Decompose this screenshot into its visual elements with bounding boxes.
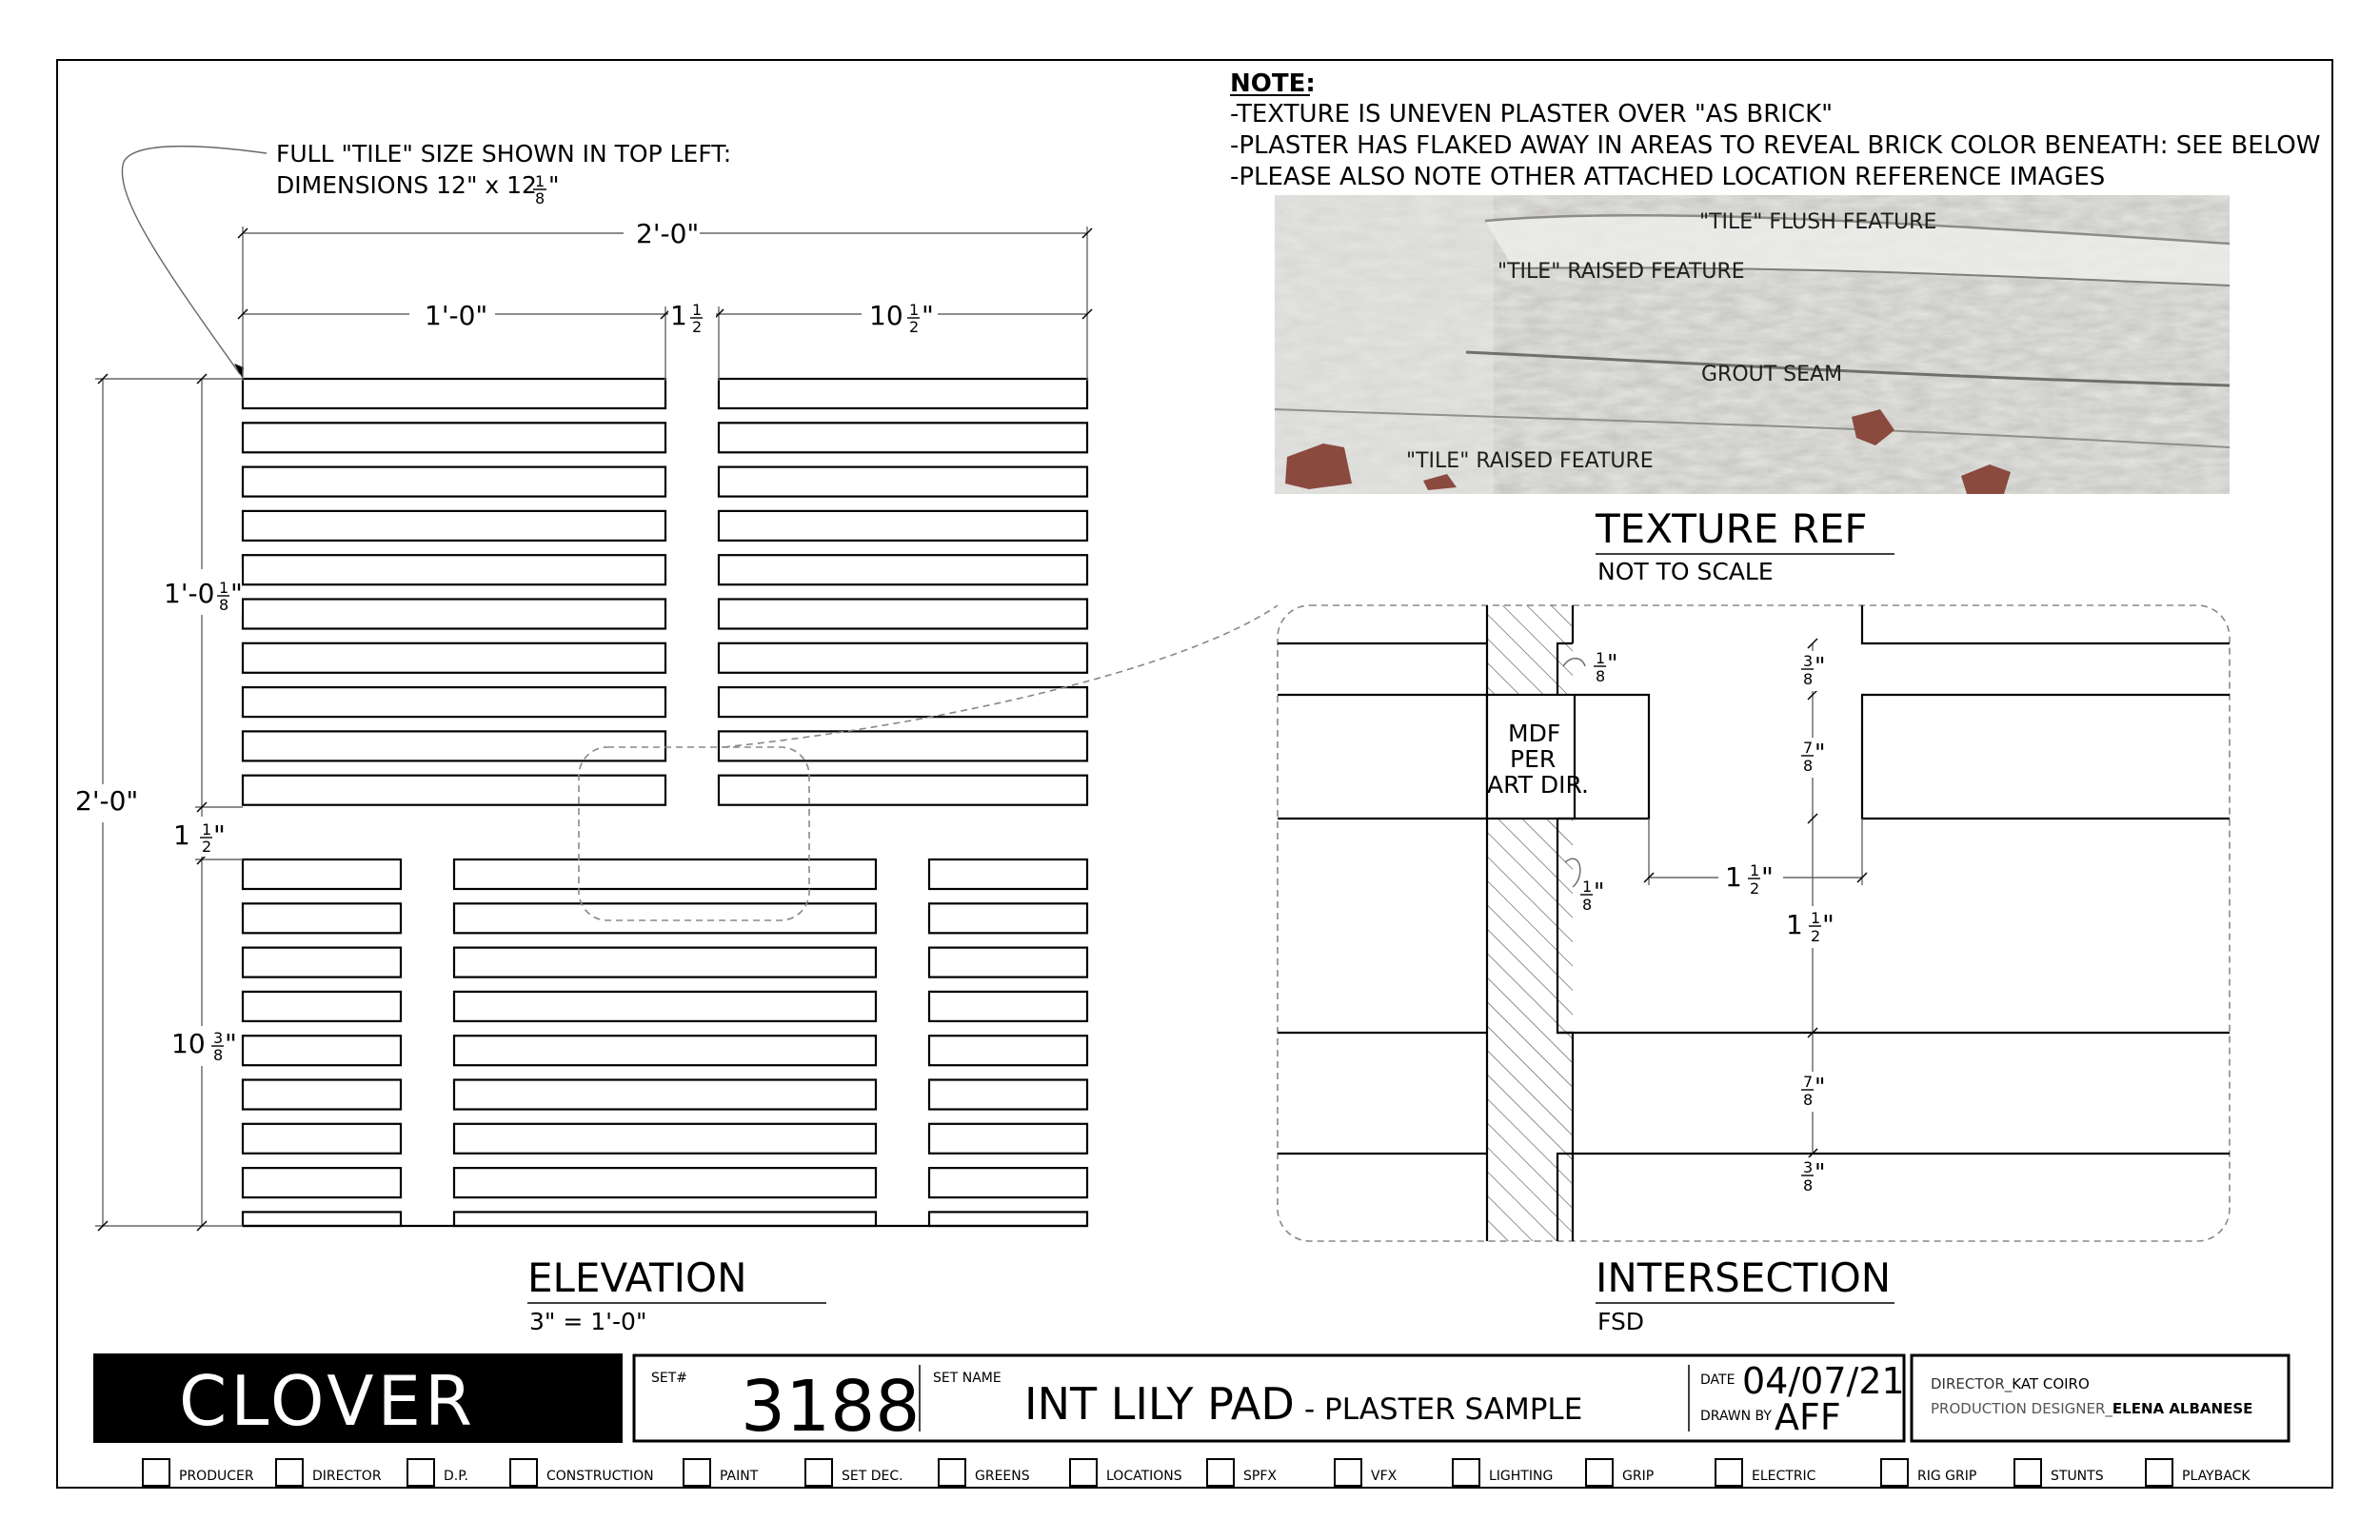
svg-text:": "	[1761, 861, 1774, 893]
elevation-title: ELEVATION	[527, 1254, 747, 1301]
department-checkbox[interactable]	[1881, 1459, 1908, 1486]
texture-ref-scale: NOT TO SCALE	[1597, 558, 1774, 585]
department-checkbox[interactable]	[1586, 1459, 1613, 1486]
dim-top-height-num: 1	[219, 579, 229, 597]
designer-label: PRODUCTION DESIGNER_	[1931, 1400, 2112, 1417]
svg-text:": "	[213, 819, 226, 851]
department-label: D.P.	[444, 1469, 468, 1484]
svg-text:": "	[1822, 909, 1835, 940]
tile-lower-left	[243, 903, 401, 933]
tile-lower-left	[243, 1036, 401, 1065]
dim-right-whole: 10	[869, 300, 903, 331]
tile-lower-center	[454, 1036, 876, 1065]
tile-upper-left	[243, 776, 665, 805]
svg-text:": "	[1815, 1073, 1826, 1100]
tile-lower-right	[929, 1124, 1087, 1154]
callout-line-2: DIMENSIONS 12" x 12	[276, 171, 537, 199]
note-line: -PLEASE ALSO NOTE OTHER ATTACHED LOCATION REFERENCE IMAGES	[1230, 163, 2106, 191]
texture-photo	[1275, 195, 2230, 494]
note-heading: NOTE:	[1230, 69, 1316, 98]
dim-right-num: 1	[909, 301, 920, 319]
department-checkbox[interactable]	[805, 1459, 832, 1486]
tile-lower-right	[929, 859, 1087, 889]
tile-lower-left	[243, 1124, 401, 1154]
tile-upper-left	[243, 511, 665, 541]
department-label: GREENS	[975, 1469, 1030, 1484]
dim-gap-whole: 1	[670, 300, 687, 331]
tile-upper-left	[243, 687, 665, 717]
photo-label: "TILE" RAISED FEATURE	[1406, 449, 1654, 473]
svg-text:": "	[225, 1028, 237, 1059]
svg-text:": "	[1815, 652, 1826, 680]
department-checkbox[interactable]	[1716, 1459, 1742, 1486]
int-dim-num: 3	[1803, 652, 1814, 670]
intersection-drawing	[1278, 605, 2230, 1241]
director-name: KAT COIRO	[2012, 1375, 2090, 1392]
elevation-tiles	[243, 379, 1087, 1226]
tile-lower-center	[454, 859, 876, 889]
callout-frac-num: 1	[535, 172, 545, 190]
director-line	[1931, 1375, 2090, 1393]
department-label: DIRECTOR	[312, 1469, 382, 1484]
tile-upper-right	[719, 467, 1087, 497]
intersection-frame	[1278, 605, 2230, 1241]
dim-gap-den: 2	[692, 318, 703, 336]
int-dim-den: 2	[1811, 927, 1821, 945]
department-label: LOCATIONS	[1106, 1469, 1182, 1484]
dim-right-den: 2	[909, 318, 920, 336]
svg-text:": "	[922, 300, 934, 331]
dim-mid-gap-num: 1	[202, 820, 212, 839]
texture-ref-title: TEXTURE REF	[1596, 505, 1868, 552]
department-checkbox[interactable]	[2146, 1459, 2172, 1486]
dim-top-height-den: 8	[219, 596, 229, 614]
department-checkbox[interactable]	[939, 1459, 965, 1486]
elevation-drawing	[243, 379, 1087, 1226]
department-label: ELECTRIC	[1752, 1469, 1816, 1484]
set-number-label: SET#	[651, 1371, 688, 1386]
callout-line-1: FULL "TILE" SIZE SHOWN IN TOP LEFT:	[276, 140, 732, 168]
department-checkbox[interactable]	[1335, 1459, 1361, 1486]
tile-lower-center	[454, 1124, 876, 1154]
detail-callout-box	[579, 747, 809, 920]
department-checkbox[interactable]	[276, 1459, 303, 1486]
elevation-scale: 3" = 1'-0"	[529, 1308, 647, 1335]
title-block	[93, 1353, 2289, 1448]
tile-upper-left	[243, 643, 665, 673]
dim-bottom-height-num: 3	[213, 1029, 224, 1047]
int-dim-den: 8	[1803, 1091, 1814, 1109]
department-label: PLAYBACK	[2182, 1469, 2251, 1484]
department-label: VFX	[1371, 1469, 1398, 1484]
tile-lower-center	[454, 1080, 876, 1110]
date-label: DATE	[1700, 1372, 1735, 1388]
int-dim-den: 8	[1582, 896, 1593, 914]
tile-upper-right	[719, 776, 1087, 805]
dim-left-width: 1'-0"	[425, 300, 488, 331]
callout-frac-tail: "	[548, 171, 560, 199]
note-block	[1230, 69, 2320, 191]
elevation-dimensions	[72, 217, 1092, 1231]
tile-lower-center	[454, 1212, 876, 1226]
svg-text:": "	[1815, 739, 1826, 766]
dim-top-height-whole: 1'-0	[164, 578, 215, 609]
department-checkbox[interactable]	[407, 1459, 434, 1486]
tile-lower-center	[454, 948, 876, 977]
tile-lower-left	[243, 948, 401, 977]
tile-upper-left	[243, 423, 665, 452]
note-line: -PLASTER HAS FLAKED AWAY IN AREAS TO REVEAL BRICK COLOR BENEATH: SEE BELOW	[1230, 131, 2321, 160]
department-label: STUNTS	[2051, 1469, 2104, 1484]
svg-text:": "	[230, 578, 243, 609]
drawn-by-label: DRAWN BY	[1700, 1409, 1772, 1424]
department-label: PRODUCER	[179, 1469, 254, 1484]
photo-label: "TILE" RAISED FEATURE	[1497, 260, 1745, 284]
department-checkbox[interactable]	[1070, 1459, 1097, 1486]
tile-lower-right	[929, 1080, 1087, 1110]
tile-lower-left	[243, 1080, 401, 1110]
tile-upper-right	[719, 379, 1087, 408]
tile-lower-left	[243, 992, 401, 1021]
tile-upper-left	[243, 555, 665, 584]
tile-upper-right	[719, 600, 1087, 629]
tile-upper-right	[719, 555, 1087, 584]
tile-lower-right	[929, 948, 1087, 977]
mdf-label: MDF	[1508, 720, 1561, 747]
int-dim-whole: 1	[1786, 909, 1803, 940]
tile-upper-right	[719, 731, 1087, 760]
department-checkbox[interactable]	[1453, 1459, 1479, 1486]
mdf-label: PER	[1510, 745, 1557, 773]
tile-upper-right	[719, 687, 1087, 717]
int-dim-num: 1	[1811, 909, 1821, 927]
department-checkbox[interactable]	[2014, 1459, 2041, 1486]
set-name-label: SET NAME	[933, 1371, 1002, 1386]
set-name-sub: - PLASTER SAMPLE	[1304, 1392, 1583, 1427]
int-dim-den: 8	[1596, 667, 1606, 685]
dim-mid-gap-den: 2	[202, 838, 212, 856]
set-name: INT LILY PAD	[1024, 1378, 1295, 1430]
int-dim-num: 7	[1803, 739, 1814, 757]
callout-frac-den: 8	[535, 189, 545, 207]
set-number: 3188	[741, 1366, 921, 1448]
intersection-scale: FSD	[1597, 1308, 1645, 1335]
department-checkbox[interactable]	[684, 1459, 710, 1486]
tile-lower-center	[454, 1168, 876, 1197]
tile-upper-left	[243, 731, 665, 760]
tile-lower-right	[929, 1036, 1087, 1065]
dim-gap-num: 1	[692, 301, 703, 319]
clover-logo: CLOVER	[179, 1361, 476, 1441]
tile-upper-left	[243, 379, 665, 408]
svg-text:": "	[1594, 878, 1605, 905]
tile-upper-left	[243, 600, 665, 629]
int-dim-num: 7	[1803, 1073, 1814, 1091]
tile-upper-right	[719, 423, 1087, 452]
tile-lower-left	[243, 1168, 401, 1197]
tile-lower-right	[929, 1212, 1087, 1226]
tile-lower-center	[454, 992, 876, 1021]
department-label: LIGHTING	[1489, 1469, 1554, 1484]
department-checkbox[interactable]	[1207, 1459, 1234, 1486]
tile-lower-left	[243, 1212, 401, 1226]
photo-label: GROUT SEAM	[1701, 363, 1843, 386]
int-dim-whole: 1	[1725, 861, 1742, 893]
int-dim-num: 1	[1596, 649, 1606, 667]
department-checkbox[interactable]	[510, 1459, 537, 1486]
designer-name: ELENA ALBANESE	[2112, 1400, 2253, 1417]
tile-size-callout	[122, 140, 731, 379]
intersection-title: INTERSECTION	[1596, 1254, 1892, 1301]
department-label: SPFX	[1243, 1469, 1277, 1484]
department-label: GRIP	[1622, 1469, 1655, 1484]
dim-overall-height: 2'-0"	[75, 785, 139, 817]
photo-label: "TILE" FLUSH FEATURE	[1699, 210, 1937, 234]
director-label: DIRECTOR_	[1931, 1375, 2013, 1392]
tile-lower-left	[243, 859, 401, 889]
tile-upper-left	[243, 467, 665, 497]
department-checkbox[interactable]	[143, 1459, 169, 1486]
date-value: 04/07/21	[1742, 1360, 1905, 1402]
department-label: PAINT	[720, 1469, 759, 1484]
tile-lower-right	[929, 992, 1087, 1021]
dim-overall-width: 2'-0"	[636, 218, 700, 249]
int-dim-den: 2	[1750, 879, 1760, 898]
note-line: -TEXTURE IS UNEVEN PLASTER OVER "AS BRICK"	[1230, 100, 1834, 128]
department-checklist	[143, 1459, 2251, 1486]
int-dim-den: 8	[1803, 670, 1814, 688]
mdf-label: ART DIR.	[1487, 771, 1589, 799]
drawn-by-value: AFF	[1775, 1396, 1841, 1438]
callout-leader	[122, 147, 267, 374]
int-dim-num: 1	[1750, 861, 1760, 879]
department-label: CONSTRUCTION	[546, 1469, 654, 1484]
tile-lower-center	[454, 903, 876, 933]
department-label: RIG GRIP	[1917, 1469, 1977, 1484]
int-dim-den: 8	[1803, 1176, 1814, 1194]
dim-bottom-height-den: 8	[213, 1046, 224, 1064]
int-dim-den: 8	[1803, 757, 1814, 775]
tile-lower-right	[929, 1168, 1087, 1197]
int-dim-num: 3	[1803, 1158, 1814, 1176]
int-dim-num: 1	[1582, 878, 1593, 896]
dim-bottom-height-whole: 10	[171, 1028, 206, 1059]
designer-line	[1931, 1400, 2252, 1418]
svg-text:": "	[1815, 1158, 1826, 1186]
tile-upper-right	[719, 511, 1087, 541]
department-label: SET DEC.	[842, 1469, 903, 1484]
svg-text:": "	[1607, 649, 1618, 677]
tile-lower-right	[929, 903, 1087, 933]
dim-mid-gap-whole: 1	[173, 819, 190, 851]
tile-upper-right	[719, 643, 1087, 673]
